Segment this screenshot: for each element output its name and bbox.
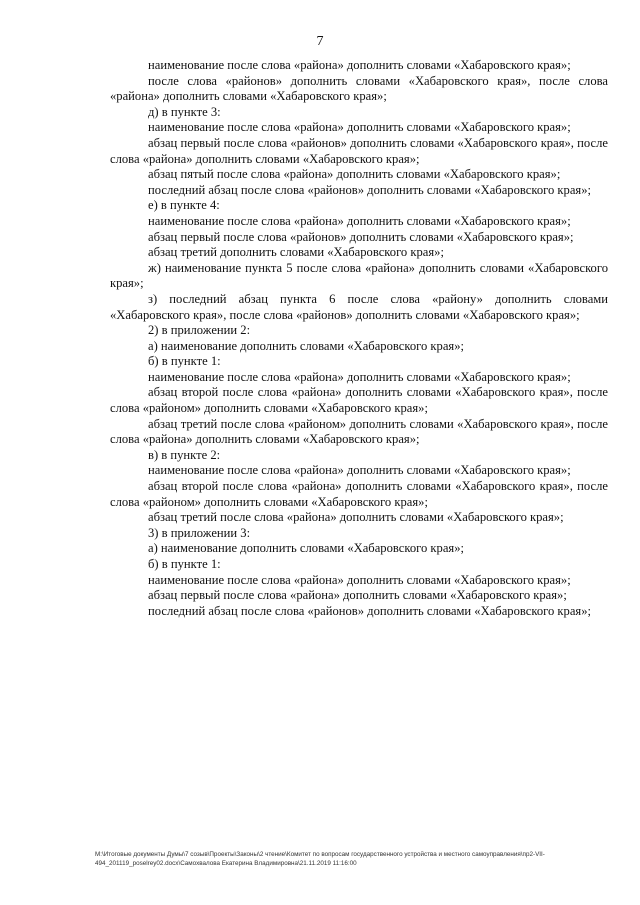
document-body bbox=[110, 58, 608, 619]
paragraph: абзац третий дополнить словами «Хабаровского края»; bbox=[148, 245, 444, 260]
paragraph: б) в пункте 1: bbox=[148, 557, 221, 571]
paragraph: наименование после слова «района» дополнить словами «Хабаровского края»; bbox=[148, 463, 571, 478]
paragraph: ж) наименование пункта 5 после слова «района» дополнить словами «Хабаровского края»; bbox=[110, 260, 608, 291]
paragraph: а) наименование дополнить словами «Хабаровского края»; bbox=[148, 338, 465, 353]
file-path-footer bbox=[95, 850, 615, 868]
paragraph: после слова «районов» дополнить словами «Хабаровского края», после слова «района» дополнить словами «Хабаровского края»; bbox=[110, 73, 608, 104]
paragraph: абзац второй после слова «района» дополнить словами «Хабаровского края», после слова «районом» дополнить словами «Хабаровского края»; bbox=[110, 385, 608, 416]
paragraph: абзац первый после слова «районов» дополнить словами «Хабаровского края», после слова «района» дополнить словами «Хабаровского края»; bbox=[110, 135, 608, 166]
paragraph: абзац первый после слова «района» дополнить словами «Хабаровского края»; bbox=[148, 588, 567, 603]
paragraph: е) в пункте 4: bbox=[148, 198, 220, 213]
paragraph: наименование после слова «района» дополнить словами «Хабаровского края»; bbox=[148, 213, 571, 228]
paragraph: з) последний абзац пункта 6 после слова «району» дополнить словами «Хабаровского края», после слова «районов» дополнить словами «Хабаровского края»; bbox=[110, 291, 608, 322]
paragraph: абзац третий после слова «района» дополнить словами «Хабаровского края»; bbox=[148, 510, 564, 525]
paragraph: абзац третий после слова «районом» дополнить словами «Хабаровского края», после слова «района» дополнить словами «Хабаровского края»; bbox=[110, 416, 608, 447]
paragraph: 3) в приложении 3: bbox=[148, 525, 251, 540]
paragraph: а) наименование дополнить словами «Хабаровского края»; bbox=[148, 541, 465, 556]
paragraph: д) в пункте 3: bbox=[148, 104, 221, 119]
paragraph: в) в пункте 2: bbox=[148, 447, 221, 462]
footer-path-line: 494_201119_poselrey02.docx\Самохвалова Екатерина Владимировна\21.11.2019 11:16:00 bbox=[95, 860, 357, 867]
paragraph: абзац первый после слова «районов» дополнить словами «Хабаровского края»; bbox=[148, 229, 574, 244]
paragraph: наименование после слова «района» дополнить словами «Хабаровского края»; bbox=[148, 58, 571, 72]
paragraph: последний абзац после слова «районов» дополнить словами «Хабаровского края»; bbox=[148, 182, 592, 197]
page-number: 7 bbox=[316, 34, 324, 49]
paragraph: 2) в приложении 2: bbox=[148, 323, 251, 338]
paragraph: б) в пункте 1: bbox=[148, 354, 221, 369]
paragraph: наименование после слова «района» дополнить словами «Хабаровского края»; bbox=[148, 369, 571, 384]
paragraph: абзац второй после слова «района» дополнить словами «Хабаровского края», после слова «районом» дополнить словами «Хабаровского края»; bbox=[110, 479, 608, 509]
footer-path-line: M:\Итоговые документы Думы\7 созыв\Проекты\Законы\2 чтение\Комитет по вопросам государственного устройства и местного самоуправления\пр2-VII- bbox=[95, 851, 545, 858]
paragraph: абзац пятый после слова «района» дополнить словами «Хабаровского края»; bbox=[148, 167, 561, 182]
paragraph: наименование после слова «района» дополнить словами «Хабаровского края»; bbox=[148, 120, 571, 135]
paragraph: последний абзац после слова «районов» дополнить словами «Хабаровского края»; bbox=[148, 603, 592, 618]
paragraph: наименование после слова «района» дополнить словами «Хабаровского края»; bbox=[148, 572, 571, 587]
